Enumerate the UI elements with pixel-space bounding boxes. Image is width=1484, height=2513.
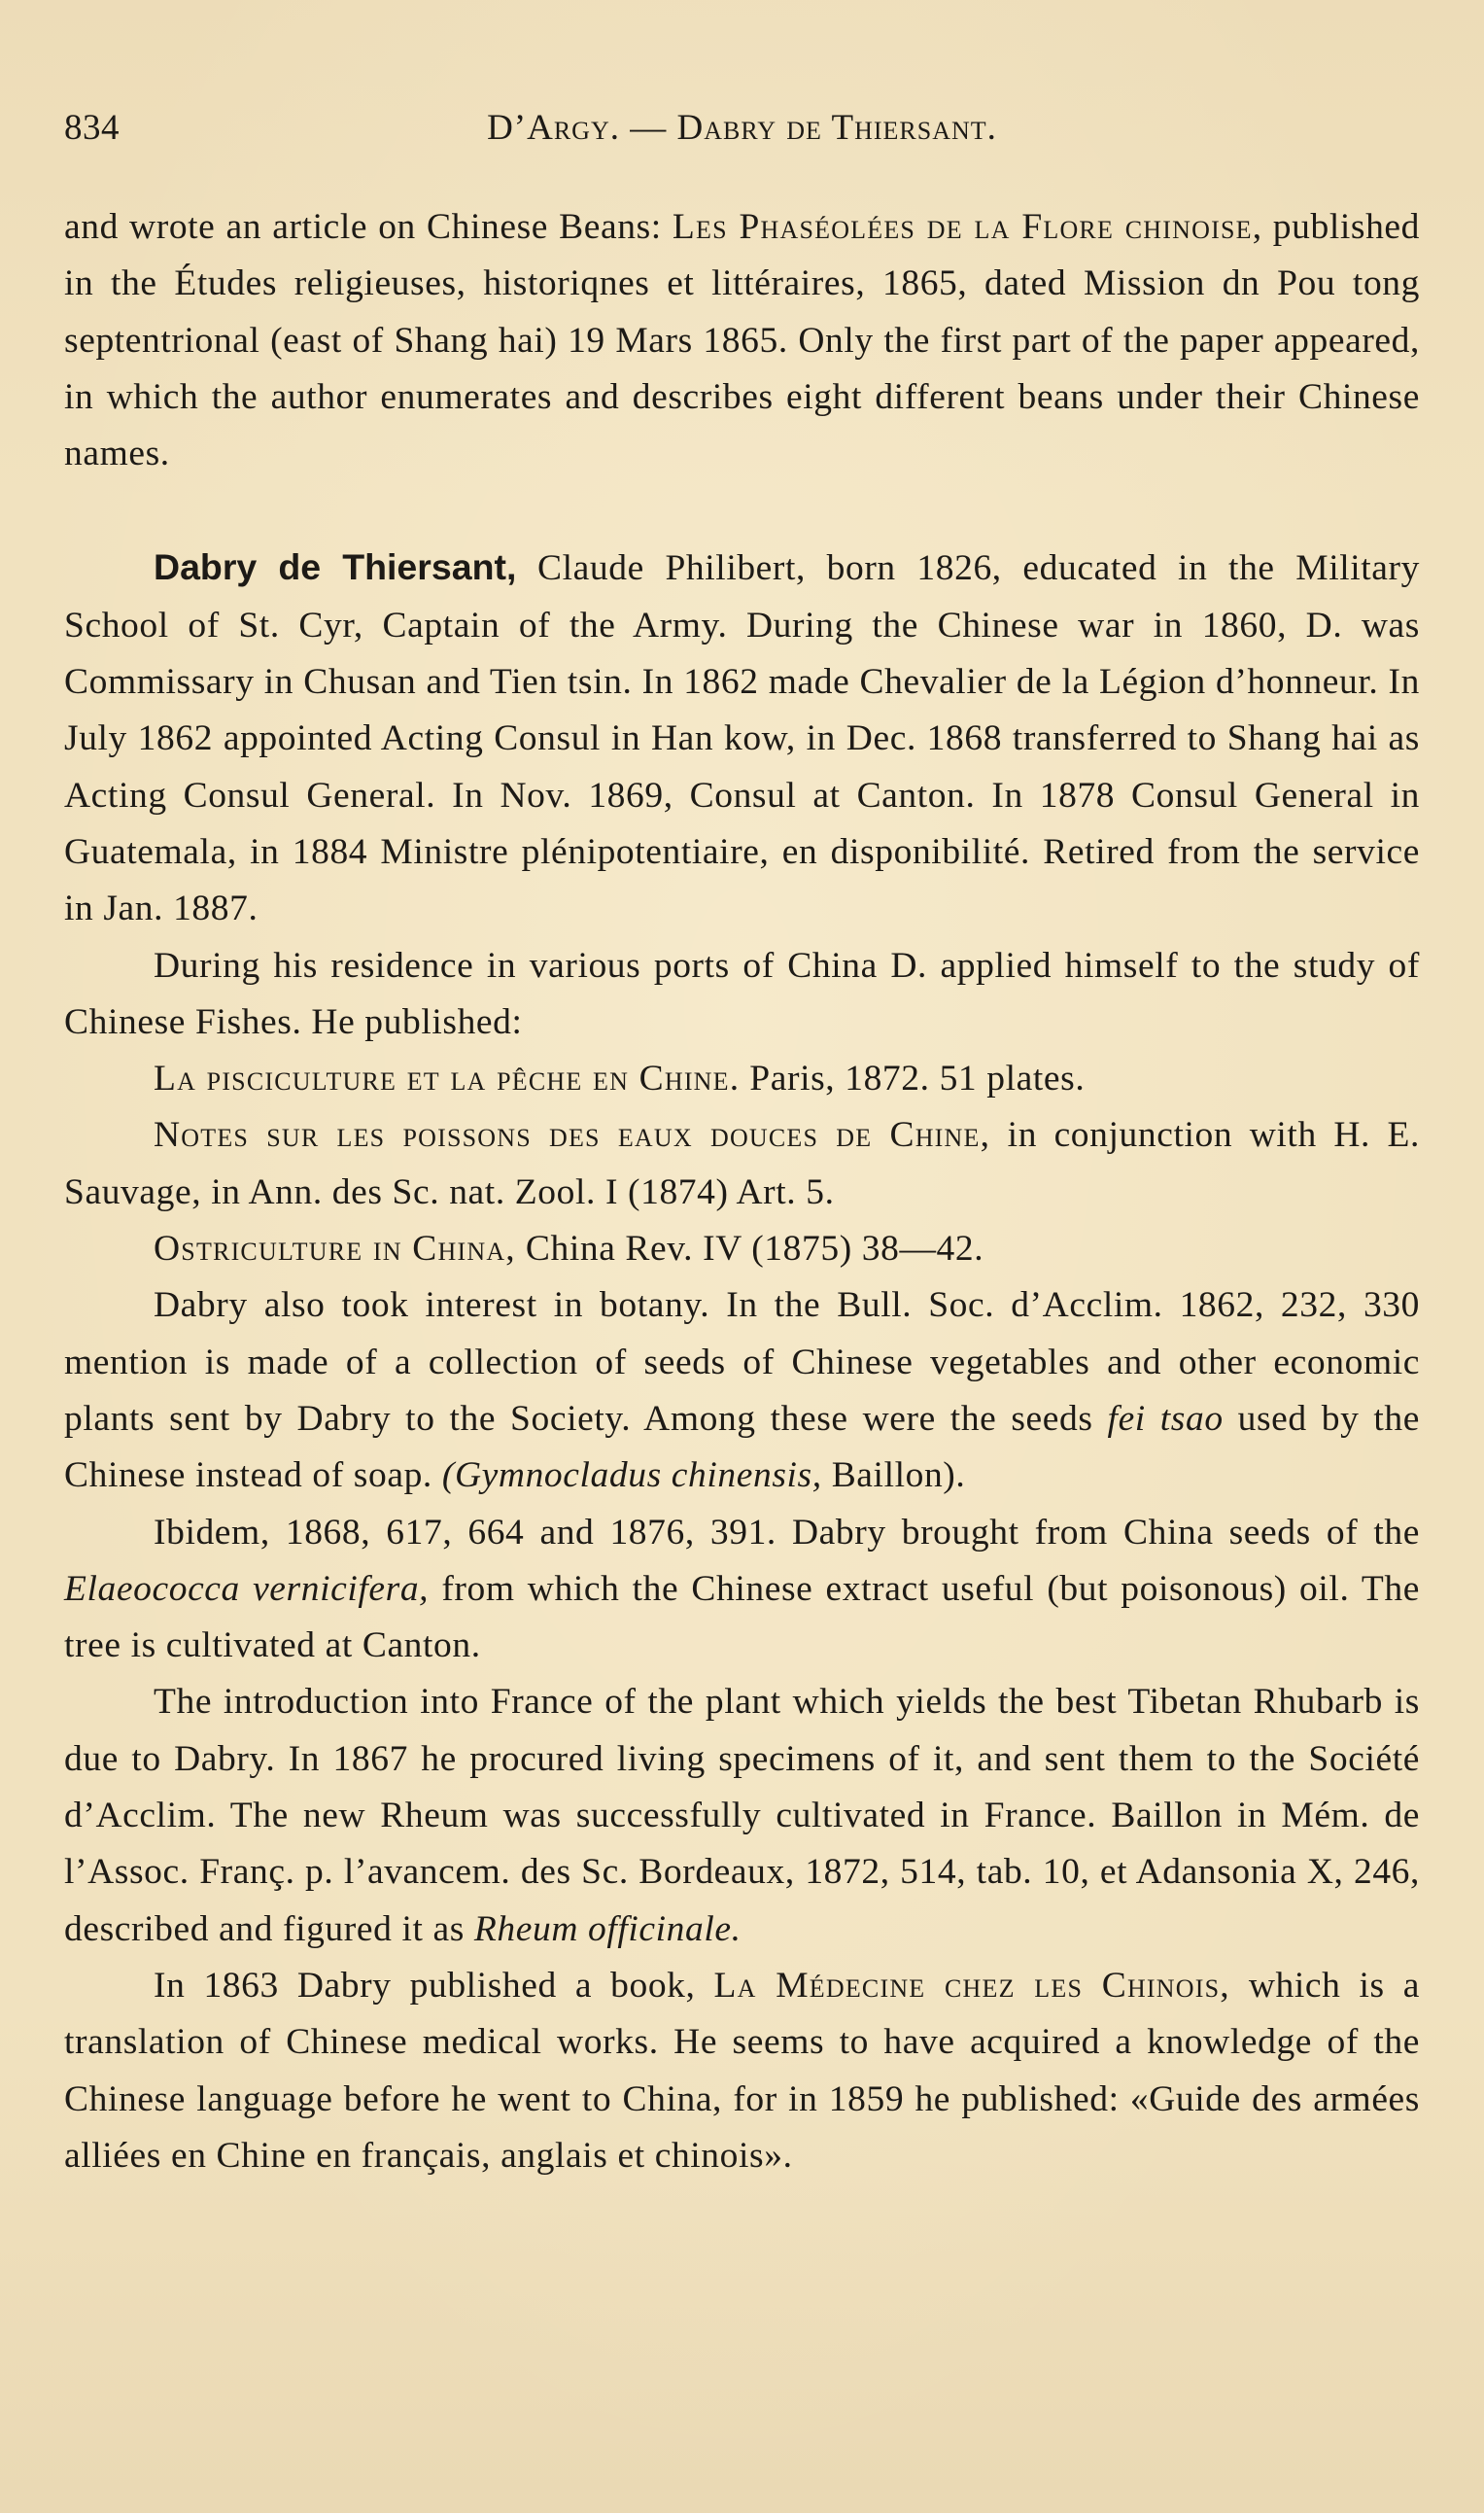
paragraph-ibidem: [64, 1505, 1420, 1675]
paragraph-medecine: [64, 1958, 1420, 2184]
text-segment: China Rev. IV (1875) 38—42.: [515, 1229, 984, 1270]
text-segment: Claude Philibert, born 1826, educated in the Military School of St. Cyr, Captain of the Army. During the Chinese war in 1860, D. was Commissary in Chusan and Tien tsin. In 1862 made Chevalier de la Légion d’honneur. In July 1862 appointed Acting Consul in Han kow, in Dec. 1868 transferred to Shang hai as Acting Consul General. In Nov. 1869, Consul at Canton. In 1878 Consul General in Guatemala, in 1884 Ministre plénipotentiaire, en disponibilité. Retired from the service in Jan. 1887.: [64, 548, 1420, 929]
paragraph-dargy-continuation: [64, 199, 1420, 482]
publication-title: La pisciculture et la pêche en Chine.: [154, 1059, 741, 1099]
page-body: [64, 199, 1420, 2184]
publication-title: Notes sur les poissons des eaux douces de Chine,: [154, 1115, 991, 1156]
text-segment: from which the Chinese extract useful (but poisonous) oil. The tree is cultivated at Canton.: [64, 1568, 1420, 1666]
text-segment: Paris, 1872. 51 plates.: [740, 1059, 1086, 1099]
entry-dabry-de-thiersant: [64, 539, 1420, 937]
text-segment: The introduction into France of the plant which yields the best Tibetan Rhubarb is due to Dabry. In 1867 he procured living specimens of it, and sent them to the Société d’Acclim. The new Rheum was successfully cultivated in France. Baillon in Mém. de l’Assoc. Franç. p. l’avancem. des Sc. Bordeaux, 1872, 514, tab. 10, et Adansonia X, 246, described and figured it as: [64, 1682, 1420, 1949]
paragraph-botany: [64, 1277, 1420, 1504]
text-segment: In 1863 Dabry published a book,: [154, 1965, 714, 2006]
text-segment: and wrote an article on Chinese Beans:: [64, 207, 673, 247]
italic-term: fei tsao: [1107, 1398, 1224, 1439]
italic-term: (Gymnocladus chinensis,: [441, 1455, 822, 1496]
entry-heading: Dabry de Thiersant,: [154, 546, 517, 588]
text-segment: used by the Chinese instead of soap.: [64, 1398, 1420, 1496]
page-number: 834: [64, 108, 120, 148]
text-segment: Baillon).: [821, 1455, 966, 1496]
book-title: La Médecine chez les Chinois,: [713, 1965, 1230, 2006]
publication-notes-poissons: [64, 1107, 1420, 1221]
paragraph-rhubarb: [64, 1674, 1420, 1957]
publication-ostriculture: [64, 1221, 1420, 1277]
page-header: [64, 107, 1420, 165]
text-segment: which is a translation of Chinese medical works. He seems to have acquired a knowledge of the Chinese language before he went to China, for in 1859 he published: «Guide des armées alliées en Chine en français, anglais et chinois».: [64, 1965, 1421, 2176]
text-segment: During his residence in various ports of China D. applied himself to the study of Chinese Fishes. He published:: [64, 945, 1420, 1042]
text-segment: in conjunction with H. E. Sauvage, in Ann. des Sc. nat. Zool. I (1874) Art. 5.: [64, 1115, 1420, 1212]
italic-term: Rheum officinale.: [473, 1908, 742, 1949]
paragraph-fishes: [64, 938, 1420, 1052]
publication-title: Ostriculture in China,: [154, 1229, 516, 1270]
text-segment: Ibidem, 1868, 617, 664 and 1876, 391. Dabry brought from China seeds of the: [154, 1512, 1420, 1553]
running-title: D’Argy. — Dabry de Thiersant.: [487, 108, 997, 148]
publication-pisciculture: [64, 1051, 1420, 1107]
text-segment: Dabry also took interest in botany. In the Bull. Soc. d’Acclim. 1862, 232, 330 mention is made of a collection of seeds of Chinese vegetables and other economic plants sent by Dabry to the Society. Among these were the seeds: [64, 1285, 1420, 1439]
italic-term: Elaeococca vernicifera,: [64, 1568, 430, 1609]
text-segment: , published in the Études religieuses, historiqnes et littéraires, 1865, dated Mission dn Pou tong septentrional (east of Shang hai) 19 Mars 1865. Only the first part of the paper appeared, in which the author enumerates and describes eight different beans under their Chinese names.: [64, 207, 1421, 474]
article-title: Les Phaséolées de la Flore chinoise: [672, 207, 1253, 247]
